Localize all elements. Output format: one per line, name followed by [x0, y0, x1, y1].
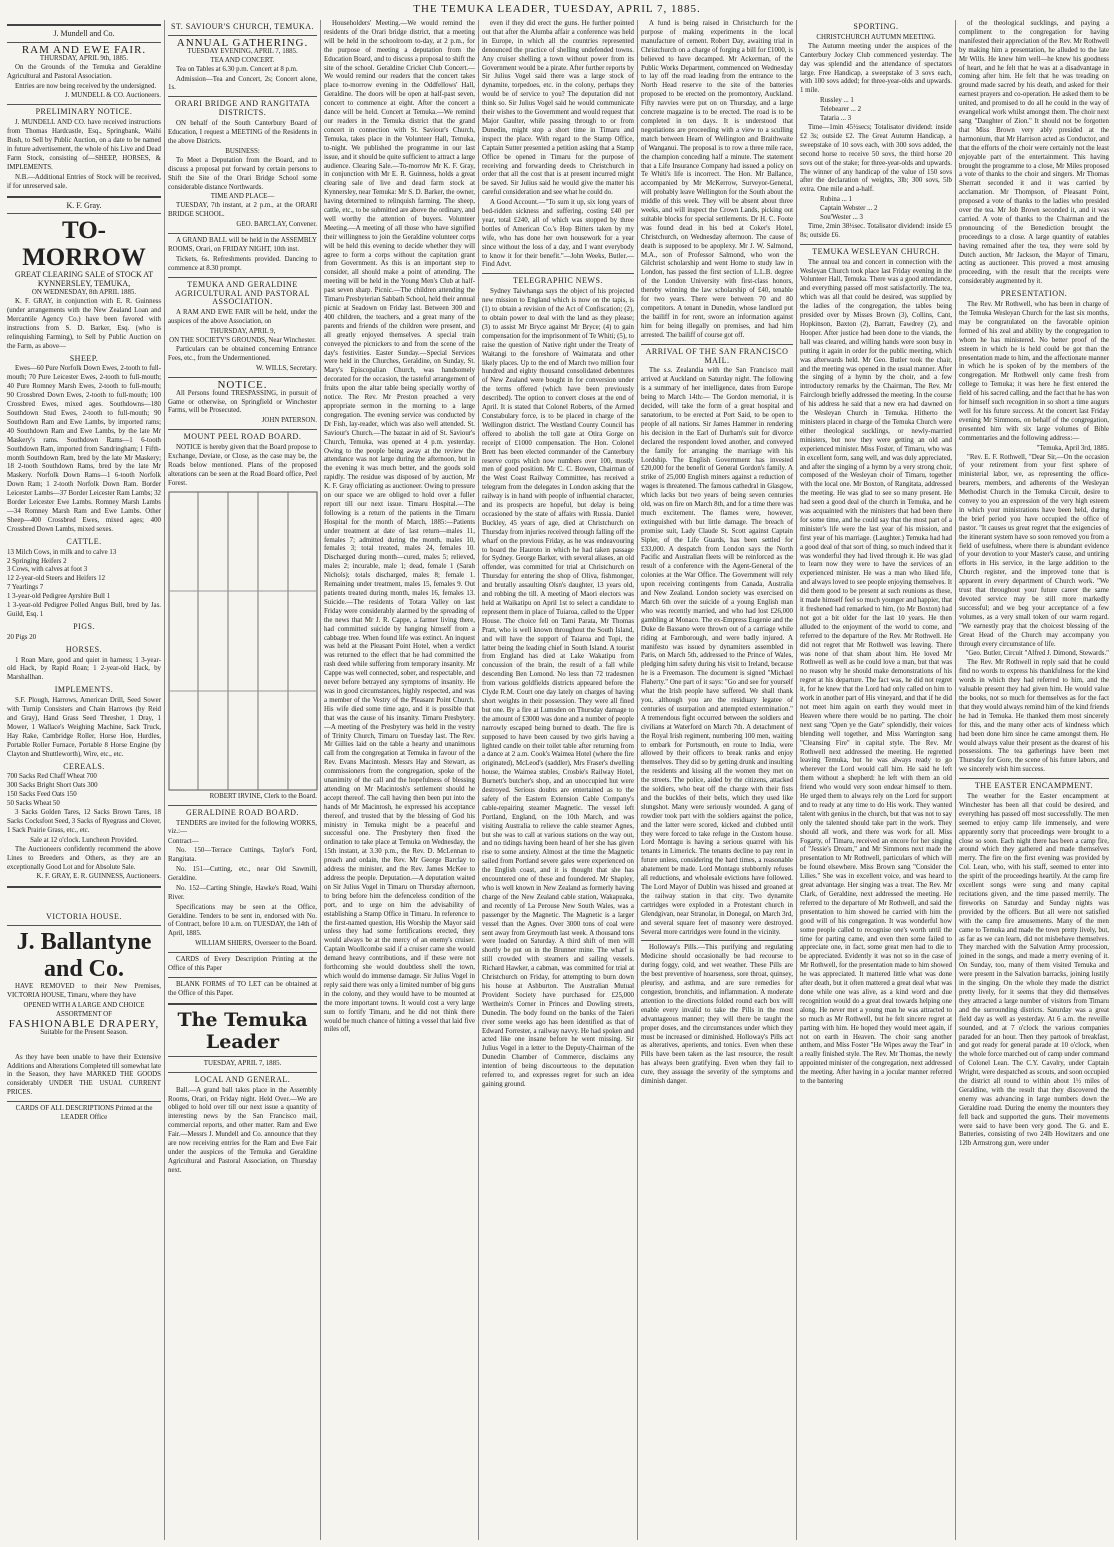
ballantyne-text: HAVE REMOVED to their New Premises, VICTORIA HOUSE, Timaru, where they have: [7, 983, 161, 1000]
tea-concert: TEA AND CONCERT.: [210, 56, 275, 64]
local-general-text: Ball.—A grand ball takes place in the Assembly Rooms, Orari, on Friday night. Held Over.—We are obliged to hold over till our next issue a quantity of interesting news by the San Francisco mail, commercial reports, and other matter. Ram and Ewe Fair.—Messrs J. Mundell and Co. announce that they are now receiving entries for the Ram and Ewe Fair under the auspices of the Temuka and Geraldine Agricultural and Pastoral Association, on Thursday next.: [168, 1086, 317, 1174]
clearing-sale-text: K. F. GRAY, in conjunction with E. R. Guinness (under arrangements with the New Zealand Loan and Mercantile Agency Co.) have been favored with instructions from S. D. Barker, Esq. (who is relinquishing Farming), to Sell by Public Auction on the Farm, as above—: [7, 298, 161, 350]
preliminary-notice-heading: PRELIMINARY NOTICE.: [35, 107, 133, 117]
association-date: THURSDAY, APRIL 9,: [209, 328, 276, 336]
cattle-row: 7 Yearlings 7: [7, 584, 44, 592]
notice-heading: NOTICE.: [217, 378, 268, 391]
association-grounds: ON THE SOCIETY'S GROUNDS, Near Winchester.: [169, 337, 316, 345]
admission-text: Admission—Tea and Concert, 2s; Concert alone, 1s.: [168, 75, 317, 92]
presentation-signature: "Geo. Butler, Circuit "Alfred J. Dimond, Stewards.": [965, 650, 1109, 658]
cattle-row: 12 2-year-old Steers and Heifers 12: [7, 575, 106, 583]
column-4: [478, 20, 637, 1540]
race-result: Telebearer ... 2: [820, 106, 862, 114]
road-schedule-table: [168, 491, 318, 791]
time-place-heading: TIME AND PLACE—: [210, 193, 275, 201]
column-2: [164, 20, 320, 1540]
column-6: [796, 20, 955, 1540]
sheep-heading: SHEEP.: [69, 353, 99, 363]
easter-text: The weather for the Easter encampment at Winchester has been all that could be desired, and everything has passed off most successfully. The men seemed to enjoy camp life immensely, and were apparently sorry that proceedings were brought to a close so soon. Each night there has been a camp fire, around which they gathered and made themselves merry. The fire on the first evening was provided by Col. Lean, who, with his staff, seemed to enter into the spirit of the proceedings heartily. At the camp fire excellent songs were sung and many capital recitations given, and the time passed merrily. The fireworks on Saturday and Sunday nights was provided by the officers. But all were not satisfied with the camp fire amusements. Many of the men came to Temuka and made the town pretty lively, but, as far as we can learn, did not misbehave themselves. They marched with the Salvation Army procession, joined in the songs, and made a merry evening of it. On Sunday, too, many of them visited Temuka and were present in the Salvation barracks, joining lustily in the singing. On the whole they made the district pretty lively, for it seems that they did themselves they attracted a large number of visitors from Timaru and the surrounding districts. Saturday was a great field day as well as yesterday. At 6 a.m. the reveille sounded, and at 7 o'clock the various companies paraded for an hour. Then they partook of breakfast, and got ready for general parade at 10 o'clock, when the whole force marched out of camp under command of Colonel Lean. The C.Y. Cavalry, under Captain Wright, were despatched as scouts, and soon occupied the district all round to within about 1½ miles of Geraldine, with the result that they discovered the enemy was advancing in large numbers down the Geraldine road. During the enemy the mounters they fell back and supported the guns. Their movements were said to have been very good. The G. and E. Batteries, consisting of two 24lb Howitzers and one 12lb Armstrong gun, were under: [959, 793, 1109, 1148]
paterson-signature: JOHN PATERSON.: [261, 417, 317, 425]
ballantyne-fashionable: FASHIONABLE DRAPERY,: [8, 1017, 160, 1030]
arrival-text: The s.s. Zealandia with the San Francisco mail arrived at Auckland on Saturday night. The following is a summary of her intelligence, dates from Europe being to March 14th:— The Gordon memorial, it is decided, will take the form of a great hospital and sanatorium, to be erected at Port Said, to be open to people of all nations. Sir James Hammer in rendering his decision in the Earl of Durham's suit for divorce declared the respondent loved another, and conveyed the family for arranging the marriage with his Lordship. The English Government has invested £20,000 for the benefit of General Gordon's family. A strike of 25,000 English miners against a reduction of wages is threatened. The famous cathedral in Glasgow, which lacks but two years of being seven centuries old, was on fire on March 8th, and for a time there was much excitement. The flames were, however, extinguished with but little damage. The breach of promise suit, Lady Claude St. Scott against Captain Sipler, of the Life Guards, has been settled for £33,000. A despatch from London says the North Pacific and Australian fleets will be reinforced as the result of a conference with the Agent-General of the colonies at the War Office. The Government will rely upon receiving contingents from Canada, Australia and New Zealand. London society was exercised on March 6th over the suicide of a young English man who was recently married, and who had lost £26,000 gambling at Monaco. The ex-Empress Eugenie and the Duke de Bassano were thrown out of a carriage while riding at Farnborough, and were badly injured. A manifesto was issued by dynamiters assembled in Paris, on March 5th, addressed to the Prince of Wales, pledging him safety during his visit to Ireland, because he is a Freemason. The document is signed "Michael Flaherty." One part of it says: "Go and see for yourself what the Irish people have suffered. We shall thank you, although you are the residuary legatee of centuries of usurpation and attempted extermination." A tremendous fight occurred between the soldiers and civilians at Waterford on March 7th. A detachment of the Royal Irish regiment, numbering 100 men, waiting to embark for Portsmouth, en route to India, were allowed by their officers to break ranks and enjoy themselves. They did so by getting drunk and insulting the residents and kissing all the women they met on the streets. The police, aided by the citizens, attacked the soldiers, who beat off the charge with their fists and the buckles of their belts, which they used like slungshot. Many were seriously wounded. A gang of rowdier took part with the soldiers against the police, and the latter were scored, kicked and clubbed until they were forced to take refuge in the Custom house. Lord Montagu is having a serious quarrel with his tenants in Limerick. The tenants decline to pay rent in future unless, considering the hard times, a reasonable abatement be made. Lord Montagu stubbornly refuses all reductions, and wholesale evictions have followed. The Lord Mayor of Dublin was hissed and groaned at the railway station in that city. Two dynamite cartridges were exploded in a Protestant church in Glendgivan, near Stranolar, in Donegal, on March 3rd, and several square feet of masonry were destroyed. Several more cartridges were found in the vicinity.: [641, 367, 793, 936]
contract-item: No. 152—Carting Shingle, Hawke's Road, Waihi River.: [168, 884, 317, 901]
race-result-text-2: Time, 2min 38½sec. Totalisator dividend: inside £5 8s; outside £6.: [800, 222, 952, 239]
preliminary-notice-nb: N.B.—Additional Entries of Stock will be received, if for unreserved sale.: [7, 173, 161, 190]
implements-text: S.F. Plough, Harrows, American Drill, Seed Sower with Turnip Consisters and Chain Harrows (by Reid and Gray), Hand Grass Seed Thresher, 1 Dray, 1 Mower, 1 Wallace's Weighing Machine, Sack Truck, Hay Rake, Cambridge Roller, Horse Hoe, Hurdles, Portable Roller Furnace, Portable 8 Horse Engine (by Clayton and Shuttleworth), Wire, etc., etc.: [7, 697, 161, 758]
cattle-heading: CATTLE.: [66, 536, 102, 546]
association-text: A RAM AND EWE FAIR will be held, under the auspices of the above Association, on: [168, 309, 317, 326]
cereal-row: 50 Sacks Wheat 50: [7, 800, 60, 808]
wesleyan-heading: TEMUKA WESLEYAN CHURCH.: [812, 246, 940, 256]
column-5: [637, 20, 796, 1540]
business-text: To Meet a Deputation from the Board, and to discuss a proposal put forward by certain persons to Shift the Site of the Orari Bridge School some considerable distance Northwards.: [168, 156, 317, 191]
column-1: [4, 20, 164, 1540]
irvine-signature: ROBERT IRVINE, Clerk to the Board.: [209, 792, 317, 800]
race-result-text: Time—1min 45½secs; Totalisator dividend: inside £2 3s; outside £2. The Great Autumn Handicap, a sweepstake of 10 sovs each, with 300 sovs added, the second horse to receive 50 sovs, the third horse 20 sovs out of the stake; for three-year-olds and upwards. The winner of any handicap of the value of 150 sovs after the declaration of weights, 3lb; 300 sovs, 5lb extra. One mile and a-half.: [800, 123, 952, 194]
mundell-heading: J. Mundell and Co.: [53, 29, 115, 38]
presentation-text: The Rev. Mr Rothwell, who has been in charge of the Temuka Wesleyan Church for the last six months, may be congratulated on the favorable opinion formed of his zeal and ability by the congregation to whom he has ministered. No better proof of the esteem in which he is held could be got than the presentation made to him, and the affectionate manner in which he is spoken of by the members of the congregation. Mr Rothwell only came fresh from college to Temuka; it was here he first entered the field of his sacred calling, and the fact that he has won for himself such recognition in so short a time augurs well for his future success. At the concert last Friday evening Mr Simmons, on behalf of the congregation, presented him with six large volumes of Bible commentaries and the following address:—: [959, 301, 1110, 442]
column-7: [955, 20, 1112, 1540]
news-text: A fund is being raised in Christchurch for the purpose of making experiments in the local manufacture of cement. Robert Day, awaiting trial in Christchurch on a charge of forging a bill for £1000, is believed to have decamped. Mr Ackerman, of the Public Works Department, commenced on Wednesday to lay off the road leading from the entrance to the North Head reserve to the site of the batteries proposed to be erected on the promontory, Auckland. Fifty navvies were put on on Thursday, and a large concrete magazine is to be erected. The road is to be completed in ten days. It is understood that negotiations are proceeding with a view to a sculling match between Hearn of Wellington and Braithwaite of Wanganui. The proposal is to row a three mile race, the champion conceding half a minute. The statement that a Life Insurance Company had issued a policy on Te Whiti's life is incorrect. The Hon. Mr Ballance, accompanied by Mr McKerrow, Surveyor-General, will probably leave Wellington for the South about the middle of this week. They will be absent about three weeks, and will inspect the Crown Lands, picking out suitable blocks for special settlements. Dr H. C. Foote was found dead in his bed at Coker's Hotel, Christchurch, on Wednesday afternoon. The cause of death is supposed to be apoplexy. Mr J. W. Salmond, M.A., son of Professor Salmond, who won the Gilchrist scholarship and went Home to study law in London, has passed the first section of L.L.B. degree of the London University with first-class honors, thereby winning the law scholarship of £40, tenable for two years. There were between 70 and 80 competitors. A tenant in Dunedin, whose landlord put the bailiff in for rent, swore an information against him for being illegally on premises, and had him arrested. The bailiff of course got off.: [641, 20, 793, 339]
cattle-row: 3 Cows, with calves at foot 3: [7, 566, 88, 574]
wills-signature: W. WILLS, Secretary.: [256, 364, 317, 372]
victoria-house-heading: VICTORIA HOUSE.: [46, 912, 122, 922]
contract-item: No. 151—Cutting, etc., near Old Sawmill, Geraldine.: [168, 866, 317, 882]
cereal-row: 300 Sacks Bright Short Oats 300: [7, 782, 98, 790]
ballantyne-open: OPENED WITH A LARGE AND CHOICE ASSORTMENT OF: [23, 1002, 145, 1018]
cattle-row: 13 Milch Cows, in milk and to calve 13: [7, 548, 117, 556]
blank-forms: BLANK FORMS of TO LET can be obtained at the Office of this Paper.: [168, 981, 317, 997]
mount-peel-text: NOTICE is hereby given that the Board propose to Exchange, Deviate, or Close, as the case may be, the Roads below mentioned. Plans of the proposed alterations can be seen at the Road Board office, Peel Forest.: [168, 444, 317, 487]
tea-text: Tea on Tables at 6.30 p.m. Concert at 8 p.m.: [176, 65, 298, 73]
cereal-text: 3 Sacks Golden Tares, 12 Sacks Brown Tares, 18 Sacks Cocksfoot Seed, 3 Sacks of Ryegrass and Clover, 1 Sack Prairie Grass, etc., etc.: [7, 809, 161, 834]
telegraphic-text: Sydney Taiwhanga says the object of his projected new mission to England which is now on the tapis, is (1) to obtain a revision of the Act of Confiscation; (2), to obtain power to deal with the land as they please; (3) to assist Mr Bryce against Mr Bryce; (4) to gain compensation for the imprisonment of Te Whiti; (5), to raise the question of Native right under the Treaty of Waitangi to the foreshore of Waimatata and other likely places. Up to the end of March two million four hundred and eighty thousand consolidated debentures of New Zealand were bought in for conversion under the terms offered (which have been previously described). The option to convert closes at the end of April. It is stated that Colonel Roberts, of the Armed Constabulary force, is to be placed in charge of the Wellington district. The Westland County Council has offered to abolish the toll gate at Otira Gorge on receipt of £1000 compensation. The Hon. Colonel Brett has been elected commander of the Canterbury reserve corps which now numbers over 100, mostly men of good position. Mr C. C. Bowen, Chairman of the West Coast Railway Committee, has received a telegram from the delegates in London asking that the railway is in hand with people of influential character, and its prospects are hopeful, but delay is being occasioned by the state of affairs with Russia. Daniel Buckley, 45 years of age, died at Christchurch on Thursday from injuries received through falling off the wharf on the previous Friday, as he was endeavouring to board the Hauroto in which he had taken passage for Sydney. George Barker, with several aliases, an old offender, was committed for trial at Christchurch on Thursday for entering the shop of Oliva, fishmonger, and brutally assaulting Olsn's daughter, 13 years old, and robbing the till. A meeting of Maori electors was held at Waikatipu on April 1st to select a candidate to represent them in place of Tuiaroa, called to the Upper House. The choice fell on Tami Parata, Mr Thomas Pratt, who is well known throughout the South Island, and will have the support of Taiaroa and Topi, the latter being the leading chief in South Island. A tourist from England has died at Lake Wakatipu from concussion of the brain, the result of a fall while descending Ben Lomond. No less than 72 tradesmen from various goldfields districts appeared before the Clyde R.M. Court one day lately on charges of having short weights in their possession. They were all fined but one. By a fire at Lumsden on Thursday damage to the amount of £3000 was done and a number of people narrowly escaped being burned to death. The fire is supposed to have been caused by two girls having a lighted candle on their toilet table after returning from a dance at 2 a.m. Cook's Waimea Hotel (where the fire originated), McLeod's (saddler), Mrs Fraser's dwelling house, the Waimea stables, Crosbie's Railway Hotel, Burnett's butcher's shop, and an unoccupied hut were destroyed. Serious doubts are entertained as to the safety of the Eastern Extension Cable Company's cable-repairing steamer Magnetic. The vessel left Portland, England, on the 10th March, and was visiting Australia to relieve the cable steamer Agnes, but she was to call at various stations on the way out, and no tidings having been heard of her she has given rise to some anxiety. Almost at the time the Magnetic sailed from Portland severe gales were experienced on the English coast, and it is thought that she has encountered one of these and foundered. Mr Shapley, who is well known in New Zealand as formerly having charge of the New Zealand cable station, Wakapuaka, and recently of La Perouse New South Wales, was a passenger by the Magnetic. The Magnetic is a larger vessel than the Agnes. Over 3000 tons of coal were sent away from Greymouth last week. A thousand tons were loaded on Saturday. A third shift of men will shortly be put on in the Brunner mine. The wharf is still crowded with steamers and sailing vessels. Richard Hawker, a cabman, was committed for trial at Christchurch on Friday, for attempting to burn down his house at Ashburton. The Australian Mutual Provident Society have purchased for £25,000 Wertheim's Corner in Princes and Dowling streets, Dunedin. The body found on the banks of the Taieri river some weeks ago has been identified as that of Edward Forrester, a railway navvy. He had spoken and acted like one insane before he went missing. Sir Julius Vogel in a letter to the Deputy-Chairman of the Dunedin Chamber of Commerce, disclaims any intention of being discourteous to the deputation referred to, and expresses regret for such an idea gaining ground.: [482, 288, 634, 1088]
arrival-heading: ARRIVAL OF THE SAN FRANCISCO MAIL.: [645, 346, 789, 365]
clearing-sale-heading: GREAT CLEARING SALE of STOCK AT KYNNERSLEY, TEMUKA,: [14, 270, 154, 289]
mundell-signature: J. MUNDELL & CO. Auctioneers.: [64, 92, 161, 100]
local-general-heading: LOCAL AND GENERAL.: [194, 1074, 291, 1084]
race-result: Tataria ... 3: [820, 115, 852, 123]
orari-heading: ORARI BRIDGE AND RANGITATA DISTRICTS.: [174, 99, 311, 118]
contract-label: Contract—: [168, 838, 199, 846]
race-result: Sou'Wester ... 3: [820, 214, 863, 222]
ram-fair-date: THURSDAY, APRIL 9th, 1885.: [39, 54, 129, 62]
ballantyne-heading: J. Ballantyne and Co.: [16, 929, 152, 983]
sporting-heading: SPORTING.: [853, 22, 899, 31]
pigs-heading: PIGS.: [73, 621, 95, 631]
sale-time: Sale at 12 o'clock. Luncheon Provided.: [30, 836, 138, 844]
clearing-sale-date: ON WEDNESDAY, 8th APRIL 1885.: [31, 289, 137, 297]
pigs-row: 20 Pigs 20: [7, 633, 37, 641]
presentation-reply: The Rev. Mr Rothwell in reply said that he could find no words to express his thankfulness for the kind words in which they had referred to him, and the valuable present they had given him. He would value the books, not so much for themselves as for the fact that they would always remind him of the kind friends he had in Temuka. He thanked them most sincerely for this, and the many other acts of kindness which had been done him since he came amongst them. He would always value their present as the dearest of his possessions. The tea gatherings have been met Thursday for Gore, the scene of his future labors, and we sincerely wish him success.: [959, 659, 1109, 774]
horses-text: 1 Roan Mare, good and quiet in harness; 1 3-year-old Hack, by Rapid Roan; 1 2-year-old Hack, by Marshallhan.: [7, 656, 161, 682]
orari-text: ON behalf of the South Canterbury Board of Education, I request a MEETING of the Residents in the above Districts.: [168, 120, 317, 145]
time-place-text: TUESDAY, 7th instant, at 2 p.m., at the ORARI BRIDGE SCHOOL.: [168, 202, 317, 219]
horses-heading: HORSES.: [65, 644, 103, 654]
race-result: Rubina ... 1: [820, 196, 852, 204]
local-news-text: Householders' Meeting.—We would remind the residents of the Orari bridge district, that a meeting will be held in the schoolroom to-day, at 2 p.m., for the purpose of meeting a deputation from the Education Board, and to discuss a proposal to shift the site of the school. Geraldine Cricket Club Concert.—We would remind our readers that the concert takes place to-morrow evening in the Oddfellows' Hall, Geraldine. The doors will be open at half-past seven, concert to commence at eight. After the concert a dance will be held. Concert at Temuka.—We remind our readers in the Temuka district that the grand concert in connection with St. Saviour's Church, Temuka, takes place in the Volunteer Hall, Temuka, to-night. We published the programme in our last issue, and it should be quite sufficient to attract a large audience. Clearing Sale.—To-morrow Mr K. F. Gray, in conjunction with Mr E. R. Guinness, holds a great clearing sale of live and dead farm stock at Kynnersley, near Temuka: Mr S. D. Barker, the owner, having determined to relinquish farming. The sheep, cattle, etc., to be submitted are above the ordinary, and well worthy the attention of buyers. Volunteer Meeting.—A meeting of all those who have signified their willingness to join the Geraldine volunteer corps will be held this evening to decide whether they will agree to form a corps without the capitation grant from Government. As this is an important step to consider, all should make a point of attending. The meeting will be held in the Young Men's Club at half-past seven sharp. Picnic.—The children attending the Timaru Presbyterian Sabbath School, held their annual picnic at Seadown on Friday last. Between 300 and 400 children, the teachers, and a great many of the parents and friends of the children were present, and all greatly enjoyed themselves. A special train conveyed the picnickers to and from the scene of the day's festivities. Easter Sunday.—Special Services were held in the Churches, Geraldine, on Sunday, St. Mary's Episcopalian Church, was handsomely decorated for the occasion, the tasteful arrangement of fruits upon the altar table being specially worthy of notice. The Rev. Mr Preston preached a very appropriate sermon in the morning to a large congregation. The evening service was conducted by Dr Fish, lay-reader, which was also well attended. St. Saviour's Church.—The bazaar in aid of St. Saviour's Church, Temuka, was opened at 4 p.m. yesterday. Owing to the people being away at the review the attendance was not large during the afternoon, but in the evening it was much better, and the goods sold rapidly. The residue was disposed of by auction, Mr K. F. Gray officiating as auctioneer. Owing to pressure on our space we are obliged to hold over a fuller report till our next issue. Timaru Hospital.—The following is a return of the patients in the Timaru Hospital for the month of March, 1885:—Patients under treatment at date of last return—males 11, females 7; admitted during the month, males 10, females 3; total treated, males 24, females 10. Discharged during month—cured, males 5; relieved, males 2; incurable, male 1; dead, female 1 (Sarah Nichols); totals discharged, males 8; female 1. Remaining under treatment, males 15, females 9. Out patients treated during month, males 16, females 13. Suicide.—The residents of Totara Valley on last Friday were considerably alarmed by the spreading of the news that Mr J. R. Cappe, a farmer living there, had committed suicide by hanging himself from a cabbage tree. When found life was extinct. An inquest was held at the Pleasant Point Hotel, when a verdict was returned to the effect that he had committed the rash deed while suffering from temporary insanity. Mr Cappe was well connected, sober, and respectable, and never before betrayed any symptoms of insanity. He was in good circumstances, highly respected, and was a member of the Vestry of the Pleasant Point Church. His wife died some time ago, and it is possible that that was the cause of his insanity. Timaru Presbytery.—A meeting of the Presbytery was held in the vestry of Trinity Church, Timaru on Tuesday last. The Rev. Mr Gillies laid on the table a hearty and unanimous call from the congregation at Temuka in favour of the Rev. Evans Macintosh. Messrs Hay and Stewart, as commissioners from the congregation, spoke of the unanimity of the call and the hopefulness of blessing attending on Mr Macintosh's settlement should he accept thereof. The call having then been put into the hands of Mr Macintosh, he expressed his acceptance thereof, and trusted that by the blessing of God his ministry in Temuka might be a peaceful and successful one. The Presbytery then fixed the ordination to take place at Temuka on Wednesday, the 15th instant, at 3.30 p.m., the Rev. D. McLennan to preach and ordain, the Rev. Mr George Barclay to address the minister, and the Rev. James McKee to address the people. Deputation.—A deputation waited on Sir Julius Vogel in Timaru on Thursday afternoon, to bring before him the defenceless condition of the port, and to urge on him the advisability of establishing a Stamp Office in Timaru. In reference to the first-named question, His Worship the Mayor said unless they had some fortifications erected, they would always be at the mercy of an enemy's cruiser. Captain Woollcombe said if a cruiser came she would demand heavy contributions, and if these were not forthcoming she would doubtless shell the town, which would do immense damage. Sir Julius Vogel in reply said there was only a limited number of big guns in the colony, and they would have to be mounted at the more important towns. It would cost a very large sum to fortify Timaru, and he did not think there would be much chance of hitting a vessel that laid five miles off,: [324, 20, 475, 1034]
ram-fair-text: On the Grounds of the Temuka and Geraldine Agricultural and Pastoral Association.: [7, 63, 161, 80]
sale-text: The Auctioneers confidently recommend the above Lines to Breeders and Others, as they are an exceptionally Good Lot and for Absolute Sale.: [7, 845, 161, 871]
shiers-signature: WILLIAM SHIERS, Overseer to the Board.: [195, 940, 317, 948]
entries-text: Entries are now being received by the undersigned.: [15, 82, 157, 90]
column-3: [320, 20, 478, 1540]
annual-date: TUESDAY EVENING, APRIL 7, 1885.: [187, 47, 298, 55]
grand-ball-text: A GRAND BALL will be held in the ASSEMBLY ROOMS, Orari, on FRIDAY NIGHT, 10th inst.: [168, 237, 317, 253]
association-note: Particulars can be obtained concerning Entrance Fees, etc., from the Undermentioned.: [168, 346, 317, 362]
geraldine-board-heading: GERALDINE ROAD BOARD.: [186, 807, 299, 817]
cereal-row: 700 Sacks Red Chaff Wheat 700: [7, 773, 97, 781]
ballantyne-note: As they have been unable to have their Extensive Additions and Alterations Completed till somewhat late in the Season, they have MARKED THE GOODS considerably UNDER THE USUAL CURRENT PRICES.: [7, 1053, 161, 1097]
ram-fair-heading: RAM AND EWE FAIR.: [21, 43, 147, 56]
wesleyan-continued: of the theological sucklings, and paying a compliment to the congregation for having manifested their appreciation of the Rev. Mr Rothwell by making him a presentation, he alluded to the late Mr Wills. He knew him well—he knew his goodness of heart, and he felt that he was at a disadvantage in coming after him. He felt that he was treading on ground made sacred by his death, and asked for their earnest prayers and co-operation. He asked them to be united, and promised to do all he could in the way of evangelical work whilst amongst them. The choir next sang "Daughter of Zion." It should not be forgotten that Miss Brown very ably presided at the harmonium, that Mr Harrison acted as Conductor, and that the efforts of the choir were certainly not the least enjoyable part of the entertainment. This having brought the programme to a close, Mr Miles proposed a vote of thanks to the choir and singers. Mr Thomas Sherratt seconded it and it was carried by acclamation. Mr Thompson, of Pleasant Point, proposed a vote of thanks to the ladies who presided over the tea. Mr Job Brown seconded it, and it was carried. A vote of thanks to the Chairman and the pronouncing of the Benediction brought the proceedings to a close. A large quantity of eatables having remained after the tea, they were sold by Dutch auction, Mr Jackson, the Mayor of Timaru, acting as auctioneer. This proved a most amusing proceeding, with the result that the receipts were considerably augmented by it.: [959, 20, 1109, 286]
saviour-heading: ST. SAVIOUR'S CHURCH, TEMUKA.: [170, 22, 315, 31]
cattle-row: 1 3-year-old Pedigree Ayrshire Bull 1: [7, 593, 111, 601]
autumn-meeting-heading: CHRISTCHURCH AUTUMN MEETING.: [816, 33, 936, 41]
mount-peel-heading: MOUNT PEEL ROAD BOARD.: [183, 432, 302, 442]
telegraphic-heading: TELEGRAPHIC NEWS.: [513, 276, 603, 286]
cereals-heading: CEREALS.: [63, 761, 105, 771]
cattle-row: 2 Springing Heifers 2: [7, 557, 67, 565]
tickets-text: Tickets, 6s. Refreshments provided. Dancing to commence at 8.30 prompt.: [168, 255, 317, 272]
race-result: Russley ... 1: [820, 97, 854, 105]
preliminary-notice-text: J. MUNDELL AND CO. have received instructions from Thomas Hardcastle, Esq., Springbank, Waihi Bush, to Sell by Public Auction, on a date to be named in future advertisement, the whole of his Live and Dead Farm Stock, consisting of—SHEEP, HORSES, & IMPLEMENTS.: [7, 119, 161, 171]
specifications-text: Specifications may be seen at the Office, Geraldine. Tenders to be sent in, endorsed with No. of Contract, before 10 a.m. on TUESDAY, the 14th of April, 1885.: [168, 903, 317, 938]
holloway-text: Holloway's Pills.—This purifying and regulating Medicine should occasionally be had recourse to during foggy, cold, and wet weather. These Pills are the best preventive of hoarseness, sore throat, quinsey, pleurisy, and asthma, and are sure remedies for congestion, bronchitis, and inflammation. A moderate attention to the directions folded round each box will enable every invalid to take the Pills in the most advantageous manner; they will there be taught the proper doses, and the circumstances under which they must be increased or diminished. Holloway's Pills act as alteratives, aperients, and tonics. Even when these Pills have been taken as the last resource, the result has always been gratifying. Even when they fail to cure, they assuage the severity of the symptoms and diminish danger.: [641, 944, 793, 1086]
hop-bitters-advert: A Good Account.—"To sum it up, six long years of bed-ridden sickness and suffering, costing £40 per year, total £240, all of which was stopped by three bottles of American Co.'s Hop Bitters taken by my wife, who has done her own housework for a year since without the loss of a day, and I want everybody to know it for their benefit."—John Weeks, Butler.—Find Advt.: [482, 199, 634, 269]
business-heading: BUSINESS:: [225, 147, 260, 155]
cards-printing: CARDS of Every Description Printing at the Office of this Paper: [168, 956, 317, 973]
notice-text: All Persons found TRESPASSING, in pursuit of Game or otherwise, on Springfield or Winchester Farms, will be Prosecuted.: [168, 389, 317, 415]
wesleyan-text: The annual tea and concert in connection with the Wesleyan Church took place last Friday evening in the Volunteer Hall, Temuka. There was a good attendance, and everything passed off most satisfactorily. The tea, which was all that could be desired, was supplied by the ladies of the congregation, the tables being presided over by Misses Brown (3), Collins, Cant, Hopkinson, Baxton (2), Barratt, Fawdrey (2), and Hooper. After justice had been done to the viands, the hall was cleared, and willing hands were soon busy in putting it again in order for the public meeting, which was afterwards held. Mr Geo. Butler took the chair, and the meeting was opened in the usual manner. After the singing of a hymn by the choir, and a few introductory remarks by the Chairman, The Rev. Mr Fairclough briefly addressed the meeting. In the course of his address he said that a new era had dawned on the Wesleyan Church in Temuka. Hitherto the ministers placed in charge of the Temuka Church were either theological sucklings, or newly-married ministers, but now they were getting an old and experienced minister. Miss Foster, of Timaru, who was in excellent form, sang well, and was duly appreciated, and after the singing of a hymn by a very strong choir, composed of the Wesleyan choir of Timaru, together with the local one. Mr Boxton, of Rangitata, addressed the meeting. He was glad to see so many present. He had seen a good deal of the church in Temuka, and he was acquainted with the ministers that had been there for some time, and he could say that the most part of a minister's life were the last year of his mission, and first year of his marriage. (Laughter.) Temuka had had a good deal of that sort of thing, so much indeed that it was wonderful they had lived through it. He was glad to learn now they were to have the services of an experienced minister. He was a man who liked life, and always loved to see people enjoying themselves. It did them good to be present at such reunions as these, it made himself feel so much younger and happier, that it freshened had remarked to him, (to Mr Boxton) had not got a bit older for the last 10 years. He then alluded to the enjoyment of the world to come, and referred to the departure of the Rev. Mr Rothwell. He did not regret that Mr Rothwell was leaving. There was none of that sham about him. He loved Mr Rothwell as well as he could love a man, but that was no reason why he should make demonstrations of his regret at his departure. The fact was, he did not regret it, for he knew that the Lord had only called on him to work in another part of His vineyard, and that if he did not meet him again on earth they would meet in Heaven where there would be no parting. The choir next sang "Open ye the Gate" splendidly, their voices blending well together, and Miss Warrington sang "Cleansing Fire" in capital style. The Rev. Mr Rothwell next addressed the meeting. He regretted leaving Temuka, but he was always ready to go wherever the Lord would call him. He said he left them without a shepherd: he left with them an old friend who would very soon endear himself to them. He urged them to always rely on the Lord for support and to ready at any time to do His work. They wanted talent with genius in the church, but that was not to say only the talented should take part in the work. They should all work, and there was work for all. Miss Fogarty, of Timaru, received an encore for her singing of "Jessie's Dream," and Mr Simmons next made the presentation to Mr Rothwell, particulars of which will be found elsewhere. Miss Brown sang "Consider the Lilies." She was in excellent voice, and was heard to great advantage. Her singing was a treat. The Rev. Mr Clark, of Geraldine, next addressed the meeting. He referred to the departure of Mr Rothwell, and said the presentation to him showed he carried with him the good will of his congregation. It was wonderful how some people called to recognise one's worth until the time for parting came, and even then some failed to appreciate one, in fact, some great men had to die to be appreciated. Evidently it was not so in the case of Mr Rothwell, for the presentation made to him showed he was appreciated. It mattered little what was done after death, but it often mattered a great deal what was done while one was alive, as a kind word and due recognition would do a great deal towards helping one along. He never met a young man he was attracted to so much as Mr Rothwell, but he felt sincere regret at parting with him. He hoped they would meet again, if not on earth in Heaven. The choir sang another anthem, and Miss Foster "He Wipes away the Tear" in a really finished style. The Rev. Mr Thomas, the newly appointed minister of the congregation, next addressed the meeting. After having in a jocular manner referred to the bantering: [800, 258, 952, 1086]
presentation-address: "Rev. E. F. Rothwell, "Dear Sir,—On the occasion of your retirement from your first sphere of ministerial labor, we, as representing the office-bearers, members, and adherents of the Wesleyan Methodist Church in the Temuka Circuit, desire to convey to you an expression of the very high esteem in which your ministrations have been held, during the brief period you have occupied the office of pastor. "It causes us great regret that the exigencies of the itinerant system have so soon removed you from a field of usefulness, where there is abundant evidence of your devotion to your Master's cause, and untiring efforts in His service, in the large addition to the Church register, and the improved tone that is apparent in every department of Church work. "We trust that throughout your future career the same devoted service may be still more markedly successful; and we beg your acceptance of a few volumes, as a very small token of our warm regard. "We earnestly pray that the choicest blessing of the Great Head of the Church may accompany you through every circumstance of life.: [959, 453, 1109, 648]
contract-item: No. 150—Terrace Cuttings, Taylor's Ford, Rangitata.: [168, 847, 317, 864]
barclay-signature: GEO. BARCLAY, Convener.: [236, 221, 317, 229]
sheep-text: Ewes—60 Pure Norfolk Down Ewes, 2-tooth to full-mouth; 70 Pure Leicester Ewes, 2-tooth to full-mouth; 40 Pure Romney Marsh Ewes, 2-tooth to full-mouth; 90 Crossbred Down Ewes, 2-tooth to full-mouth; 100 Crossbred Ewes, mixed ages. Southdowns—180 Southdown Stud Ewes, 2-tooth to full-mouth; 90 Southdown Ram and Ewe Lambs, by imported rams; 40 Southdown Ram and Ewe Lambs, by the late Mr Maskery's rams. Southdown Rams—1 6-tooth Southdown Ram, imported from Sandringham; 1 Fifth-month Southdown Ram, bred by the late Mr Maskery; 18 2-tooth Southdown Rams, bred by the late Mr Maskery. Norfolk Down Rams—1 6-tooth Norfolk Down Ram; 1 2-tooth Norfolk Down Ram. Border Leicester Lambs—37 Border Leicester Ram Lambs; 32 Border Leicester Ewe Lambs. Romney Marsh Lambs—34 Romney Marsh Ram and Ewe Lambs. Other Sheep—400 Crossbred Ewes, mixed ages; 400 Crossbred Down Lambs, mixed sexes.: [7, 365, 161, 533]
geraldine-text: TENDERS are invited for the following WORKS, viz.:—: [168, 819, 317, 836]
sale-signature: K. F. GRAY, E. R. GUINNESS, Auctioneers.: [36, 873, 161, 881]
kfgray-heading: K. F. Gray.: [66, 200, 102, 210]
newspaper-date: TUESDAY, APRIL 7, 1885.: [203, 1059, 282, 1067]
cards-notice: CARDS OF ALL DESCRIPTIONS Printed at the LEADER Office: [15, 1105, 153, 1122]
implements-heading: IMPLEMENTS.: [54, 685, 114, 695]
association-heading: TEMUKA AND GERALDINE AGRICULTURAL AND PASTORAL ASSOCIATION.: [174, 279, 311, 307]
newspaper-title: The Temuka Leader: [177, 1008, 308, 1053]
page-masthead: THE TEMUKA LEADER, TUESDAY, APRIL 7, 1885.: [413, 3, 701, 15]
ballantyne-suitable: Suitable for the Present Season.: [40, 1028, 128, 1036]
annual-gathering-heading: ANNUAL GATHERING.: [176, 36, 309, 49]
deputation-continued: even if they did erect the guns. He further pointed out that after the Alumba affair a conference was held in Europe, in which all the countries represented denounced the practice of shelling undefended towns. Any cruiser shelling a town without power from its Government would be a pirate. After further reports by Sir Julius Vogel said there was a large stock of dynamite, torpedoes, etc. in the colony, perhaps they would be of service to you? The deputation did not think so. Sir Julius Vogel said he would communicate their wishes to the Government and would request that Major Gaulter, while passing through to or from Dunedin, might stop a short time in Timaru and inspect the place. With regard to the Stamp Office, Captain Sutter presented a petition asking that a Stamp Office be opened in Timaru for the purpose of receiving and forwarding deeds to Christchurch in order that all the cost that is at present incurred might be saved. Sir Julius said he would give the matter his careful consideration and see what he could do.: [482, 20, 634, 197]
presentation-date: "Temuka, April 3rd, 1885.: [1036, 444, 1109, 452]
tomorrow-heading: TO-MORROW: [22, 217, 146, 272]
cattle-row: 1 3-year-old Pedigree Polled Angus Bull, bred by Jas. Guild, Esq. 1: [7, 602, 161, 618]
race-result: Captain Webster ... 2: [820, 205, 878, 213]
easter-heading: THE EASTER ENCAMPMENT.: [974, 781, 1094, 791]
presentation-heading: PRESENTATION.: [1000, 289, 1068, 299]
sporting-text: The Autumn meeting under the auspices of the Canterbury Jockey Club commenced yesterday. The day was splendid and the attendance of spectators large. Free Handicap, a sweepstake of 3 sovs each, with 100 sovs added; for three-year-olds and upwards. 1 mile.: [800, 42, 952, 95]
cereal-row: 150 Sacks Feed Oats 150: [7, 791, 77, 799]
